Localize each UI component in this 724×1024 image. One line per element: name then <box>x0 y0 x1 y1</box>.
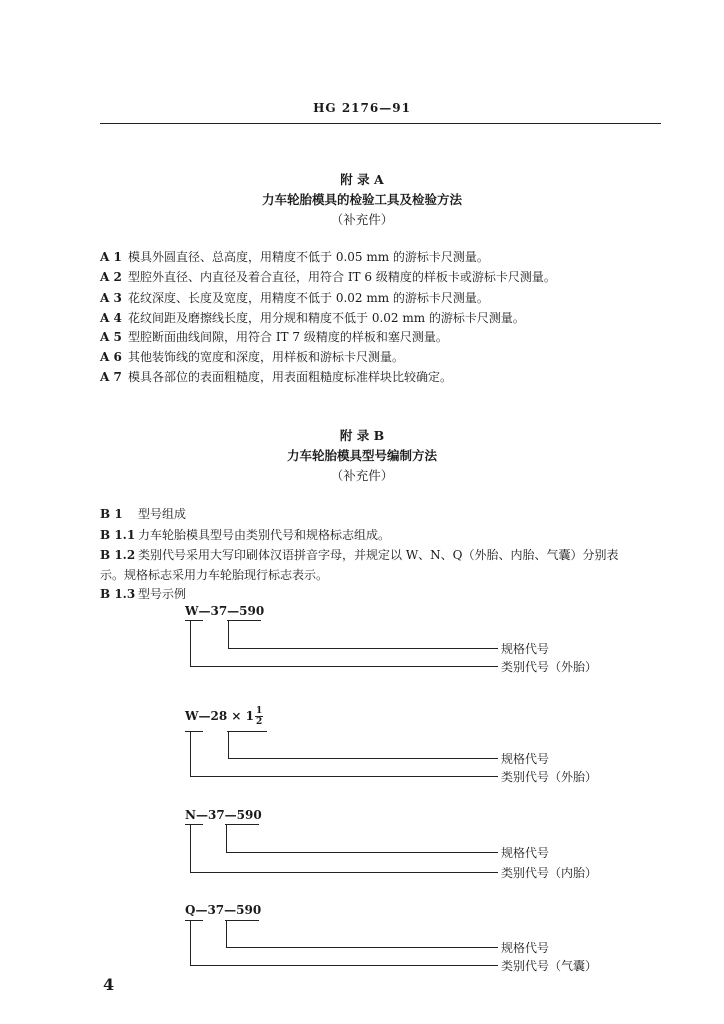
item-b1-1 <box>100 526 390 543</box>
item-number: A 4 <box>100 311 122 325</box>
example-2-spec-label: 规格代号 <box>501 752 550 766</box>
example-4-type-arrow <box>190 965 498 966</box>
item-number: B 1 <box>100 507 123 521</box>
header-rule <box>100 123 661 124</box>
example-2-spec-underline <box>227 731 267 732</box>
item-number: B 1.2 <box>100 548 136 562</box>
example-1-spec-underline <box>227 620 261 621</box>
item-a3 <box>100 289 489 306</box>
example-1-type-leader <box>190 620 191 666</box>
example-1-type-underline <box>185 620 203 621</box>
item-number: A 5 <box>100 330 122 344</box>
item-b1 <box>100 505 186 522</box>
fraction-numerator: 1 <box>255 706 263 716</box>
example-2-spec-leader <box>228 731 229 758</box>
item-text: 模具外圆直径、总高度，用精度不低于 0.05 mm 的游标卡尺测量。 <box>128 250 489 264</box>
item-b1-2-continued: 示。规格标志采用力车轮胎现行标志表示。 <box>100 568 329 582</box>
example-3-type-arrow <box>190 872 498 873</box>
example-1-spec-leader <box>228 620 229 648</box>
item-number: A 3 <box>100 291 122 305</box>
item-text: 型号示例 <box>138 587 187 601</box>
example-2-fraction <box>255 706 263 727</box>
item-number: B 1.3 <box>100 587 136 601</box>
example-2-type-arrow <box>190 776 498 777</box>
example-3-type-label: 类别代号（内胎） <box>501 866 598 880</box>
example-4-spec-arrow <box>226 947 498 948</box>
item-text: 类别代号采用大写印刷体汉语拼音字母，并规定以 W、N、Q（外胎、内胎、气囊）分别表 <box>138 548 619 562</box>
item-text: 花纹深度、长度及宽度，用精度不低于 0.02 mm 的游标卡尺测量。 <box>128 291 489 305</box>
item-b1-2 <box>100 546 619 563</box>
item-number: A 6 <box>100 350 122 364</box>
example-4-type-underline <box>185 920 203 921</box>
item-a1 <box>100 248 489 265</box>
fraction-denominator: 2 <box>255 717 263 727</box>
example-2-type-label: 类别代号（外胎） <box>501 770 598 784</box>
example-4-type-label: 类别代号（气囊） <box>501 959 598 973</box>
example-1-type-arrow <box>190 666 498 667</box>
item-a5 <box>100 328 448 345</box>
item-text: 型腔外直径、内直径及着合直径，用符合 IT 6 级精度的样板卡或游标卡尺测量。 <box>128 270 556 284</box>
standard-code-header: HG 2176—91 <box>313 101 411 115</box>
appendix-a-subtitle: 力车轮胎模具的检验工具及检验方法 <box>261 192 462 207</box>
example-1-type-label: 类别代号（外胎） <box>501 660 598 674</box>
item-text: 型号组成 <box>138 507 187 521</box>
example-2-type-underline <box>185 731 203 732</box>
example-4-spec-leader <box>226 920 227 947</box>
item-number: A 7 <box>100 370 122 384</box>
appendix-a-note: （补充件） <box>330 212 394 227</box>
example-2-spec-arrow <box>228 758 498 759</box>
example-4-code: Q—37—590 <box>185 903 262 917</box>
item-a4 <box>100 309 525 326</box>
example-1-spec-arrow <box>228 648 498 649</box>
example-2-type-leader <box>190 731 191 776</box>
appendix-b-title: 附 录 B <box>339 428 385 443</box>
item-a2 <box>100 268 556 285</box>
example-4-spec-underline <box>225 920 259 921</box>
example-3-spec-underline <box>225 824 259 825</box>
example-3-type-underline <box>185 824 203 825</box>
example-3-spec-leader <box>226 824 227 852</box>
item-text: 其他装饰线的宽度和深度，用样板和游标卡尺测量。 <box>128 350 405 364</box>
example-3-spec-arrow <box>226 852 498 853</box>
example-2-code-text: W—28 × 1 <box>185 709 254 723</box>
appendix-b-subtitle: 力车轮胎模具型号编制方法 <box>286 448 437 463</box>
example-1-spec-label: 规格代号 <box>501 642 550 656</box>
item-number: A 1 <box>100 250 122 264</box>
item-text: 力车轮胎模具型号由类别代号和规格标志组成。 <box>138 528 391 542</box>
example-2-code <box>185 706 263 727</box>
item-a6 <box>100 348 404 365</box>
example-3-spec-label: 规格代号 <box>501 846 550 860</box>
item-b1-3 <box>100 585 186 602</box>
example-4-type-leader <box>190 920 191 965</box>
example-3-type-leader <box>190 824 191 872</box>
example-3-code: N—37—590 <box>185 808 262 822</box>
example-1-code: W—37—590 <box>185 604 265 618</box>
item-number: A 2 <box>100 270 122 284</box>
appendix-b-note: （补充件） <box>330 468 394 483</box>
item-number: B 1.1 <box>100 528 136 542</box>
page-number: 4 <box>103 975 115 994</box>
appendix-a-title: 附 录 A <box>340 172 384 187</box>
item-a7 <box>100 368 452 385</box>
item-text: 花纹间距及磨擦线长度，用分规和精度不低于 0.02 mm 的游标卡尺测量。 <box>128 311 525 325</box>
item-text: 模具各部位的表面粗糙度，用表面粗糙度标准样块比较确定。 <box>128 370 453 384</box>
item-text: 型腔断面曲线间隙，用符合 IT 7 级精度的样板和塞尺测量。 <box>128 330 448 344</box>
example-4-spec-label: 规格代号 <box>501 941 550 955</box>
